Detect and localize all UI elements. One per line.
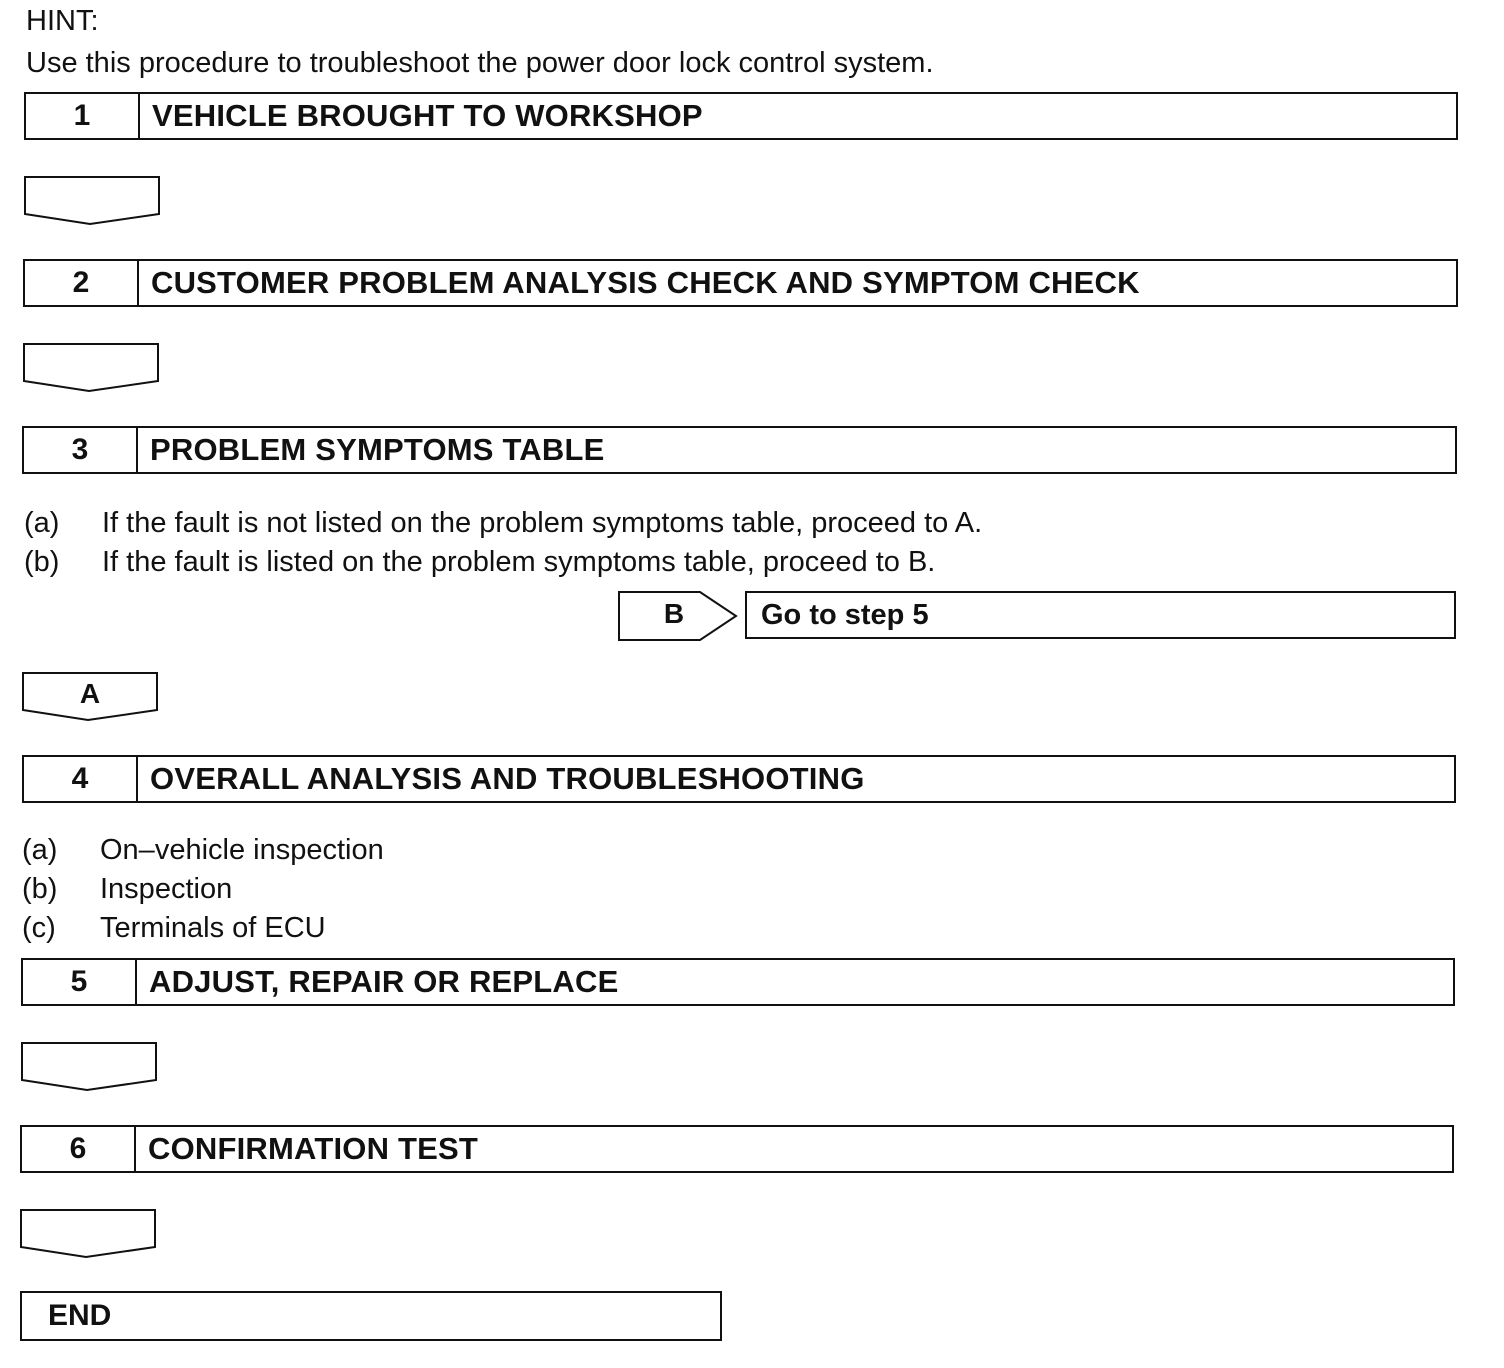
flow-arrow bbox=[21, 1042, 161, 1092]
step-number: 5 bbox=[23, 960, 137, 1004]
end-label: END bbox=[48, 1299, 112, 1332]
step-title: OVERALL ANALYSIS AND TROUBLESHOOTING bbox=[150, 761, 865, 796]
step-title: CUSTOMER PROBLEM ANALYSIS CHECK AND SYMPTOM CHECK bbox=[151, 265, 1140, 300]
branch-b-arrow bbox=[618, 590, 742, 642]
step-title: PROBLEM SYMPTOMS TABLE bbox=[150, 432, 605, 467]
item-text: On–vehicle inspection bbox=[100, 834, 384, 866]
item-text: Terminals of ECU bbox=[100, 912, 326, 944]
flow-arrow bbox=[23, 343, 163, 393]
item-marker: (c) bbox=[22, 912, 56, 944]
step-title: ADJUST, REPAIR OR REPLACE bbox=[149, 964, 619, 999]
item-marker: (b) bbox=[24, 546, 60, 578]
step-number: 3 bbox=[24, 428, 138, 472]
branch-b-text: Go to step 5 bbox=[761, 598, 929, 631]
step-number: 2 bbox=[25, 261, 139, 305]
item-text: If the fault is listed on the problem symptoms table, proceed to B. bbox=[102, 546, 936, 578]
item-text: If the fault is not listed on the problem symptoms table, proceed to A. bbox=[102, 507, 983, 539]
end-box bbox=[20, 1291, 722, 1341]
step-3-box bbox=[22, 426, 1457, 474]
step-1-box bbox=[24, 92, 1458, 140]
branch-a-arrow bbox=[22, 672, 162, 722]
step-4-box bbox=[22, 755, 1456, 803]
step-number: 4 bbox=[24, 757, 138, 801]
item-marker: (b) bbox=[22, 873, 58, 905]
step-title: CONFIRMATION TEST bbox=[148, 1131, 479, 1166]
step-number: 6 bbox=[22, 1127, 136, 1171]
hint-text: Use this procedure to troubleshoot the power door lock control system. bbox=[26, 47, 934, 79]
item-text: Inspection bbox=[100, 873, 233, 905]
flow-arrow bbox=[24, 176, 164, 226]
flow-arrow bbox=[20, 1209, 160, 1259]
branch-b-label: B bbox=[663, 598, 685, 629]
branch-a-label: A bbox=[79, 678, 101, 709]
step-number: 1 bbox=[26, 94, 140, 138]
step-6-box bbox=[20, 1125, 1454, 1173]
item-marker: (a) bbox=[22, 834, 58, 866]
branch-b-target bbox=[745, 591, 1456, 639]
step-5-box bbox=[21, 958, 1455, 1006]
step-title: VEHICLE BROUGHT TO WORKSHOP bbox=[152, 98, 703, 133]
item-marker: (a) bbox=[24, 507, 60, 539]
step-2-box bbox=[23, 259, 1458, 307]
hint-label: HINT: bbox=[26, 5, 99, 37]
